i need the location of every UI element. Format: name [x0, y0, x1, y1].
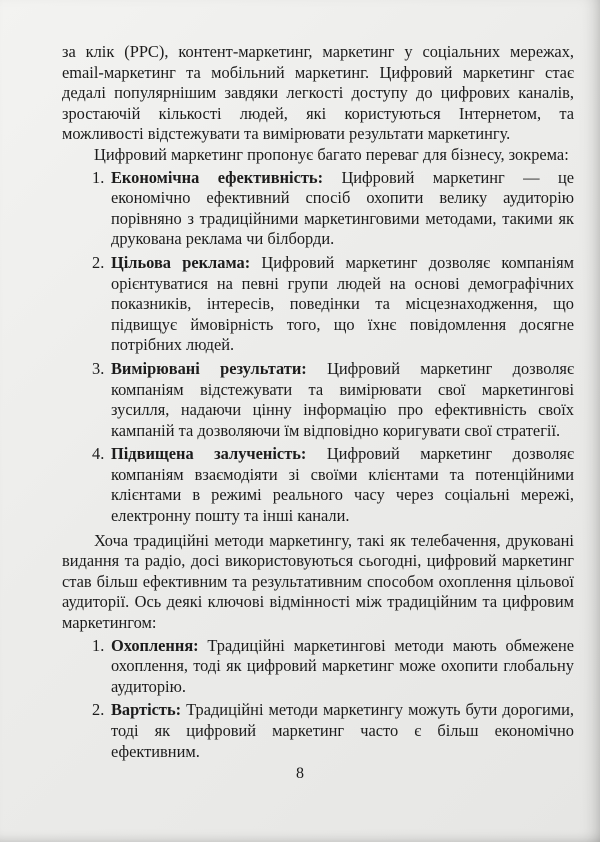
list-item-text: Традиційні методи маркетингу можуть бути дорогими, тоді як цифровий маркетинг часто є більш економічно ефективним. [111, 700, 574, 761]
list-item-text: Цифровий маркетинг — це економічно ефективний спосіб охопити велику аудиторію порівняно з традиційними маркетинговими методами, такими як друкована реклама чи білборди. [111, 167, 574, 249]
list-item-number: 1. [92, 167, 105, 187]
list-item-number: 2. [92, 700, 105, 720]
list-item-text: Цифровий маркетинг дозволяє компаніям орієнтуватися на певні групи людей на основі демографічних показників, інтересів, поведінки та місцезнаходження, що підвищує ймовірність того, що їхнє повідомлення досягне потрібних людей. [111, 252, 575, 355]
differences-list [62, 636, 574, 763]
list-item-number: 2. [92, 252, 105, 272]
list-item-number: 3. [92, 358, 105, 378]
list-item-term: Вимірювані результати: [111, 358, 307, 378]
list-item-term: Цільова реклама: [111, 252, 251, 272]
list-item-term: Економічна ефективність: [111, 167, 324, 187]
list-item-text: Цифровий маркетинг дозволяє компаніям взаємодіяти зі своїми клієнтами та потенційними клієнтами в режимі реального часу через соціальні мережі, електронну пошту та інші канали. [111, 444, 574, 526]
list-item-number: 1. [92, 635, 105, 655]
benefits-intro-paragraph: Цифровий маркетинг пропонує багато переваг для бізнесу, зокрема: [94, 144, 569, 164]
list-item-number: 4. [92, 444, 105, 464]
benefits-list [62, 168, 574, 527]
comparison-paragraph: Хоча традиційні методи маркетингу, такі як телебачення, друковані видання та радіо, досі використовуються сьогодні, цифровий маркетинг став більш ефективним та результативним способом охоплення цільової аудиторії. Ось деякі ключові відмінності між традиційним та цифровим маркетингом: [62, 530, 574, 633]
list-item-term: Охоплення: [111, 635, 199, 655]
list-item [62, 636, 574, 698]
intro-paragraph: за клік (PPC), контент-маркетинг, маркетинг у соціальних мережах, email-маркетинг та мобільний маркетинг. Цифровий маркетинг стає дедалі популярнішим завдяки легкості доступу до цифрових каналів, зростаючій кількості людей, які користуються Інтернетом, та можливості відстежувати та вимірювати результати маркетингу. [62, 42, 574, 144]
list-item-text: Цифровий маркетинг дозволяє компаніям відстежувати та вимірювати свої маркетингові зусилля, надаючи цінну інформацію про ефективність своїх кампаній та дозволяючи їм відповідно коригувати свої стратегії. [111, 358, 574, 440]
list-item [62, 168, 574, 250]
list-item-text: Традиційні маркетингові методи мають обмежене охоплення, тоді як цифровий маркетинг може охопити глобальну аудиторію. [111, 635, 574, 696]
list-item [62, 444, 574, 526]
page-number: 8 [296, 765, 304, 782]
list-item [62, 253, 574, 356]
list-item [62, 700, 574, 762]
page-body [62, 42, 574, 766]
list-item [62, 359, 574, 441]
list-item-term: Підвищена залученість: [111, 444, 307, 464]
list-item-term: Вартість: [111, 700, 182, 720]
